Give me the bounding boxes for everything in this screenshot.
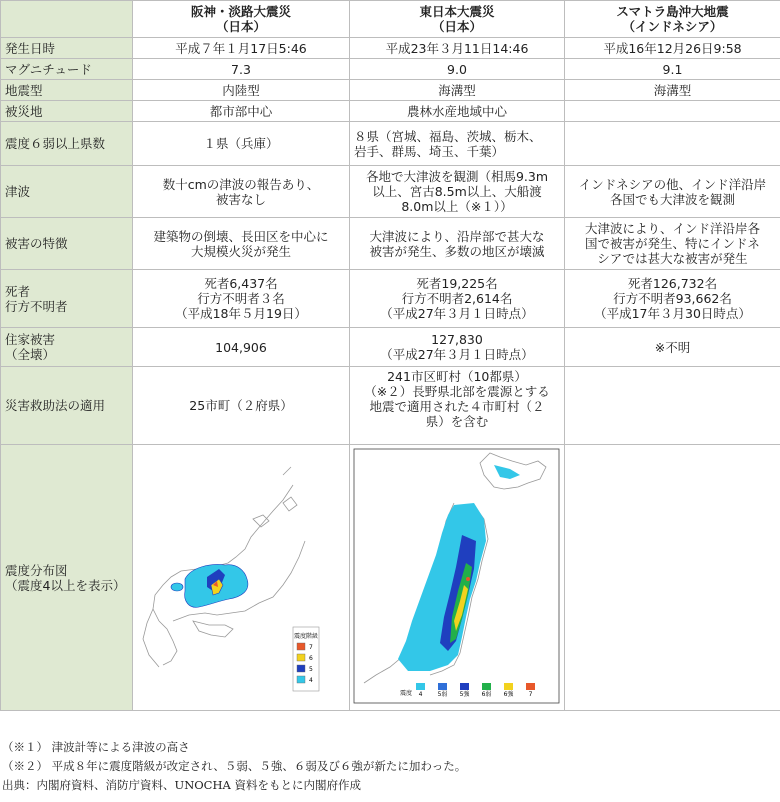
header-higashi-nihon: [350, 1, 565, 38]
legend-label: 震度: [399, 690, 413, 697]
cell-higashi-nihon: 9.0: [350, 59, 565, 80]
legend-label: 7: [309, 644, 313, 651]
cell-hanshin: 25市町（２府県）: [133, 367, 350, 445]
footnote-2: （※２） 平成８年に震度階級が改定され、５弱、５強、６弱及び６強が新たに加わった。: [2, 759, 467, 773]
legend-swatch: [297, 654, 305, 661]
cell-sumatra: 平成16年12月26日9:58: [565, 38, 780, 59]
legend-swatch: [526, 683, 535, 690]
cell-sumatra: 死者126,732名 行方不明者93,662名 （平成17年３月30日時点）: [565, 270, 780, 328]
table-row: [1, 270, 780, 328]
table-row: [1, 59, 780, 80]
legend-label: 5: [309, 666, 313, 673]
row-label: 住家被害 （全壊）: [1, 328, 133, 367]
legend-label: 5弱: [437, 691, 448, 698]
cell-sumatra: [565, 367, 780, 445]
legend-label: 7: [528, 691, 533, 698]
cell-hanshin: 数十cmの津波の報告あり、 被害なし: [133, 166, 350, 218]
legend-swatch: [297, 676, 305, 683]
legend-swatch: [438, 683, 447, 690]
hanshin-intensity-map: [133, 445, 348, 707]
intensity-7-point: [466, 577, 470, 581]
legend-title: 震度階級: [293, 633, 319, 640]
legend-label: 6: [309, 655, 313, 662]
cell-higashi-nihon: 農林水産地域中心: [350, 101, 565, 122]
legend-label: 5強: [459, 691, 470, 698]
cell-hanshin: 平成７年１月17日5:46: [133, 38, 350, 59]
cell-higashi-nihon: 死者19,225名 行方不明者2,614名 （平成27年３月１日時点）: [350, 270, 565, 328]
cell-sumatra: [565, 101, 780, 122]
row-label: 震度分布図 （震度4以上を表示）: [1, 445, 133, 711]
intensity-4-area-west: [171, 583, 183, 591]
table-row: [1, 218, 780, 270]
footnotes: [2, 738, 466, 795]
table-row: [1, 80, 780, 101]
map-row: [1, 445, 780, 711]
row-label: 地震型: [1, 80, 133, 101]
cell-hanshin: 内陸型: [133, 80, 350, 101]
legend-swatch: [482, 683, 491, 690]
row-label: マグニチュード: [1, 59, 133, 80]
legend-label: 4: [309, 677, 313, 684]
cell-sumatra: 大津波により、インド洋沿岸各 国で被害が発生、特にインドネ シアでは甚大な被害が発生: [565, 218, 780, 270]
row-label: 死者 行方不明者: [1, 270, 133, 328]
table-row: [1, 166, 780, 218]
cell-hanshin: １県（兵庫）: [133, 122, 350, 166]
table-row: [1, 328, 780, 367]
cell-higashi-nihon: 127,830 （平成27年３月１日時点）: [350, 328, 565, 367]
source-note: 出典：内閣府資料、消防庁資料、UNOCHA 資料をもとに内閣府作成: [2, 778, 361, 792]
higashi-nihon-intensity-map-cell: [350, 445, 565, 711]
header-higashi-nihon-label: 東日本大震災 （日本）: [419, 4, 495, 34]
row-label: 震度６弱以上県数: [1, 122, 133, 166]
legend-swatch: [297, 665, 305, 672]
cell-higashi-nihon: 平成23年３月11日14:46: [350, 38, 565, 59]
cell-higashi-nihon: 大津波により、沿岸部で甚大な 被害が発生、多数の地区が壊滅: [350, 218, 565, 270]
table-row: [1, 367, 780, 445]
table-row: [1, 122, 780, 166]
legend-swatch: [504, 683, 513, 690]
header-corner: [1, 1, 133, 38]
cell-hanshin: 104,906: [133, 328, 350, 367]
table-row: [1, 38, 780, 59]
header-sumatra-label: スマトラ島沖大地震 （インドネシア）: [616, 4, 729, 34]
legend-label: 6強: [503, 691, 514, 698]
legend-label: 4: [418, 691, 423, 698]
row-label: 被災地: [1, 101, 133, 122]
sumatra-map-cell: [565, 445, 780, 711]
cell-sumatra: インドネシアの他、インド洋沿岸 各国でも大津波を観測: [565, 166, 780, 218]
row-label: 災害救助法の適用: [1, 367, 133, 445]
cell-sumatra: ※不明: [565, 328, 780, 367]
cell-hanshin: 死者6,437名 行方不明者３名 （平成18年５月19日）: [133, 270, 350, 328]
header-sumatra: [565, 1, 780, 38]
cell-higashi-nihon: 241市区町村（10都県） （※２）長野県北部を震源とする 地震で適用された４市町村（２ 県）を含む: [350, 367, 565, 445]
higashi-nihon-intensity-map: [350, 445, 563, 707]
row-label: 津波: [1, 166, 133, 218]
cell-hanshin: 建築物の倒壊、長田区を中心に 大規模火災が発生: [133, 218, 350, 270]
cell-hanshin: 7.3: [133, 59, 350, 80]
legend-swatch: [297, 643, 305, 650]
table-row: [1, 101, 780, 122]
cell-higashi-nihon: ８県（宮城、福島、茨城、栃木、 岩手、群馬、埼玉、千葉）: [350, 122, 565, 166]
header-hanshin: [133, 1, 350, 38]
cell-higashi-nihon: 海溝型: [350, 80, 565, 101]
legend-label: 6弱: [481, 691, 492, 698]
cell-sumatra: 海溝型: [565, 80, 780, 101]
cell-sumatra: [565, 122, 780, 166]
legend-swatch: [460, 683, 469, 690]
row-label: 発生日時: [1, 38, 133, 59]
cell-hanshin: 都市部中心: [133, 101, 350, 122]
header-row: [1, 1, 780, 38]
hanshin-intensity-map-cell: [133, 445, 350, 711]
header-hanshin-label: 阪神・淡路大震災 （日本）: [190, 4, 291, 34]
cell-sumatra: 9.1: [565, 59, 780, 80]
footnote-1: （※１） 津波計等による津波の高さ: [2, 740, 190, 754]
row-label: 被害の特徴: [1, 218, 133, 270]
higashi-nihon-legend: [400, 689, 412, 697]
cell-higashi-nihon: 各地で大津波を観測（相馬9.3m 以上、宮古8.5m以上、大船渡 8.0m以上（※１））: [350, 166, 565, 218]
legend-swatch: [416, 683, 425, 690]
